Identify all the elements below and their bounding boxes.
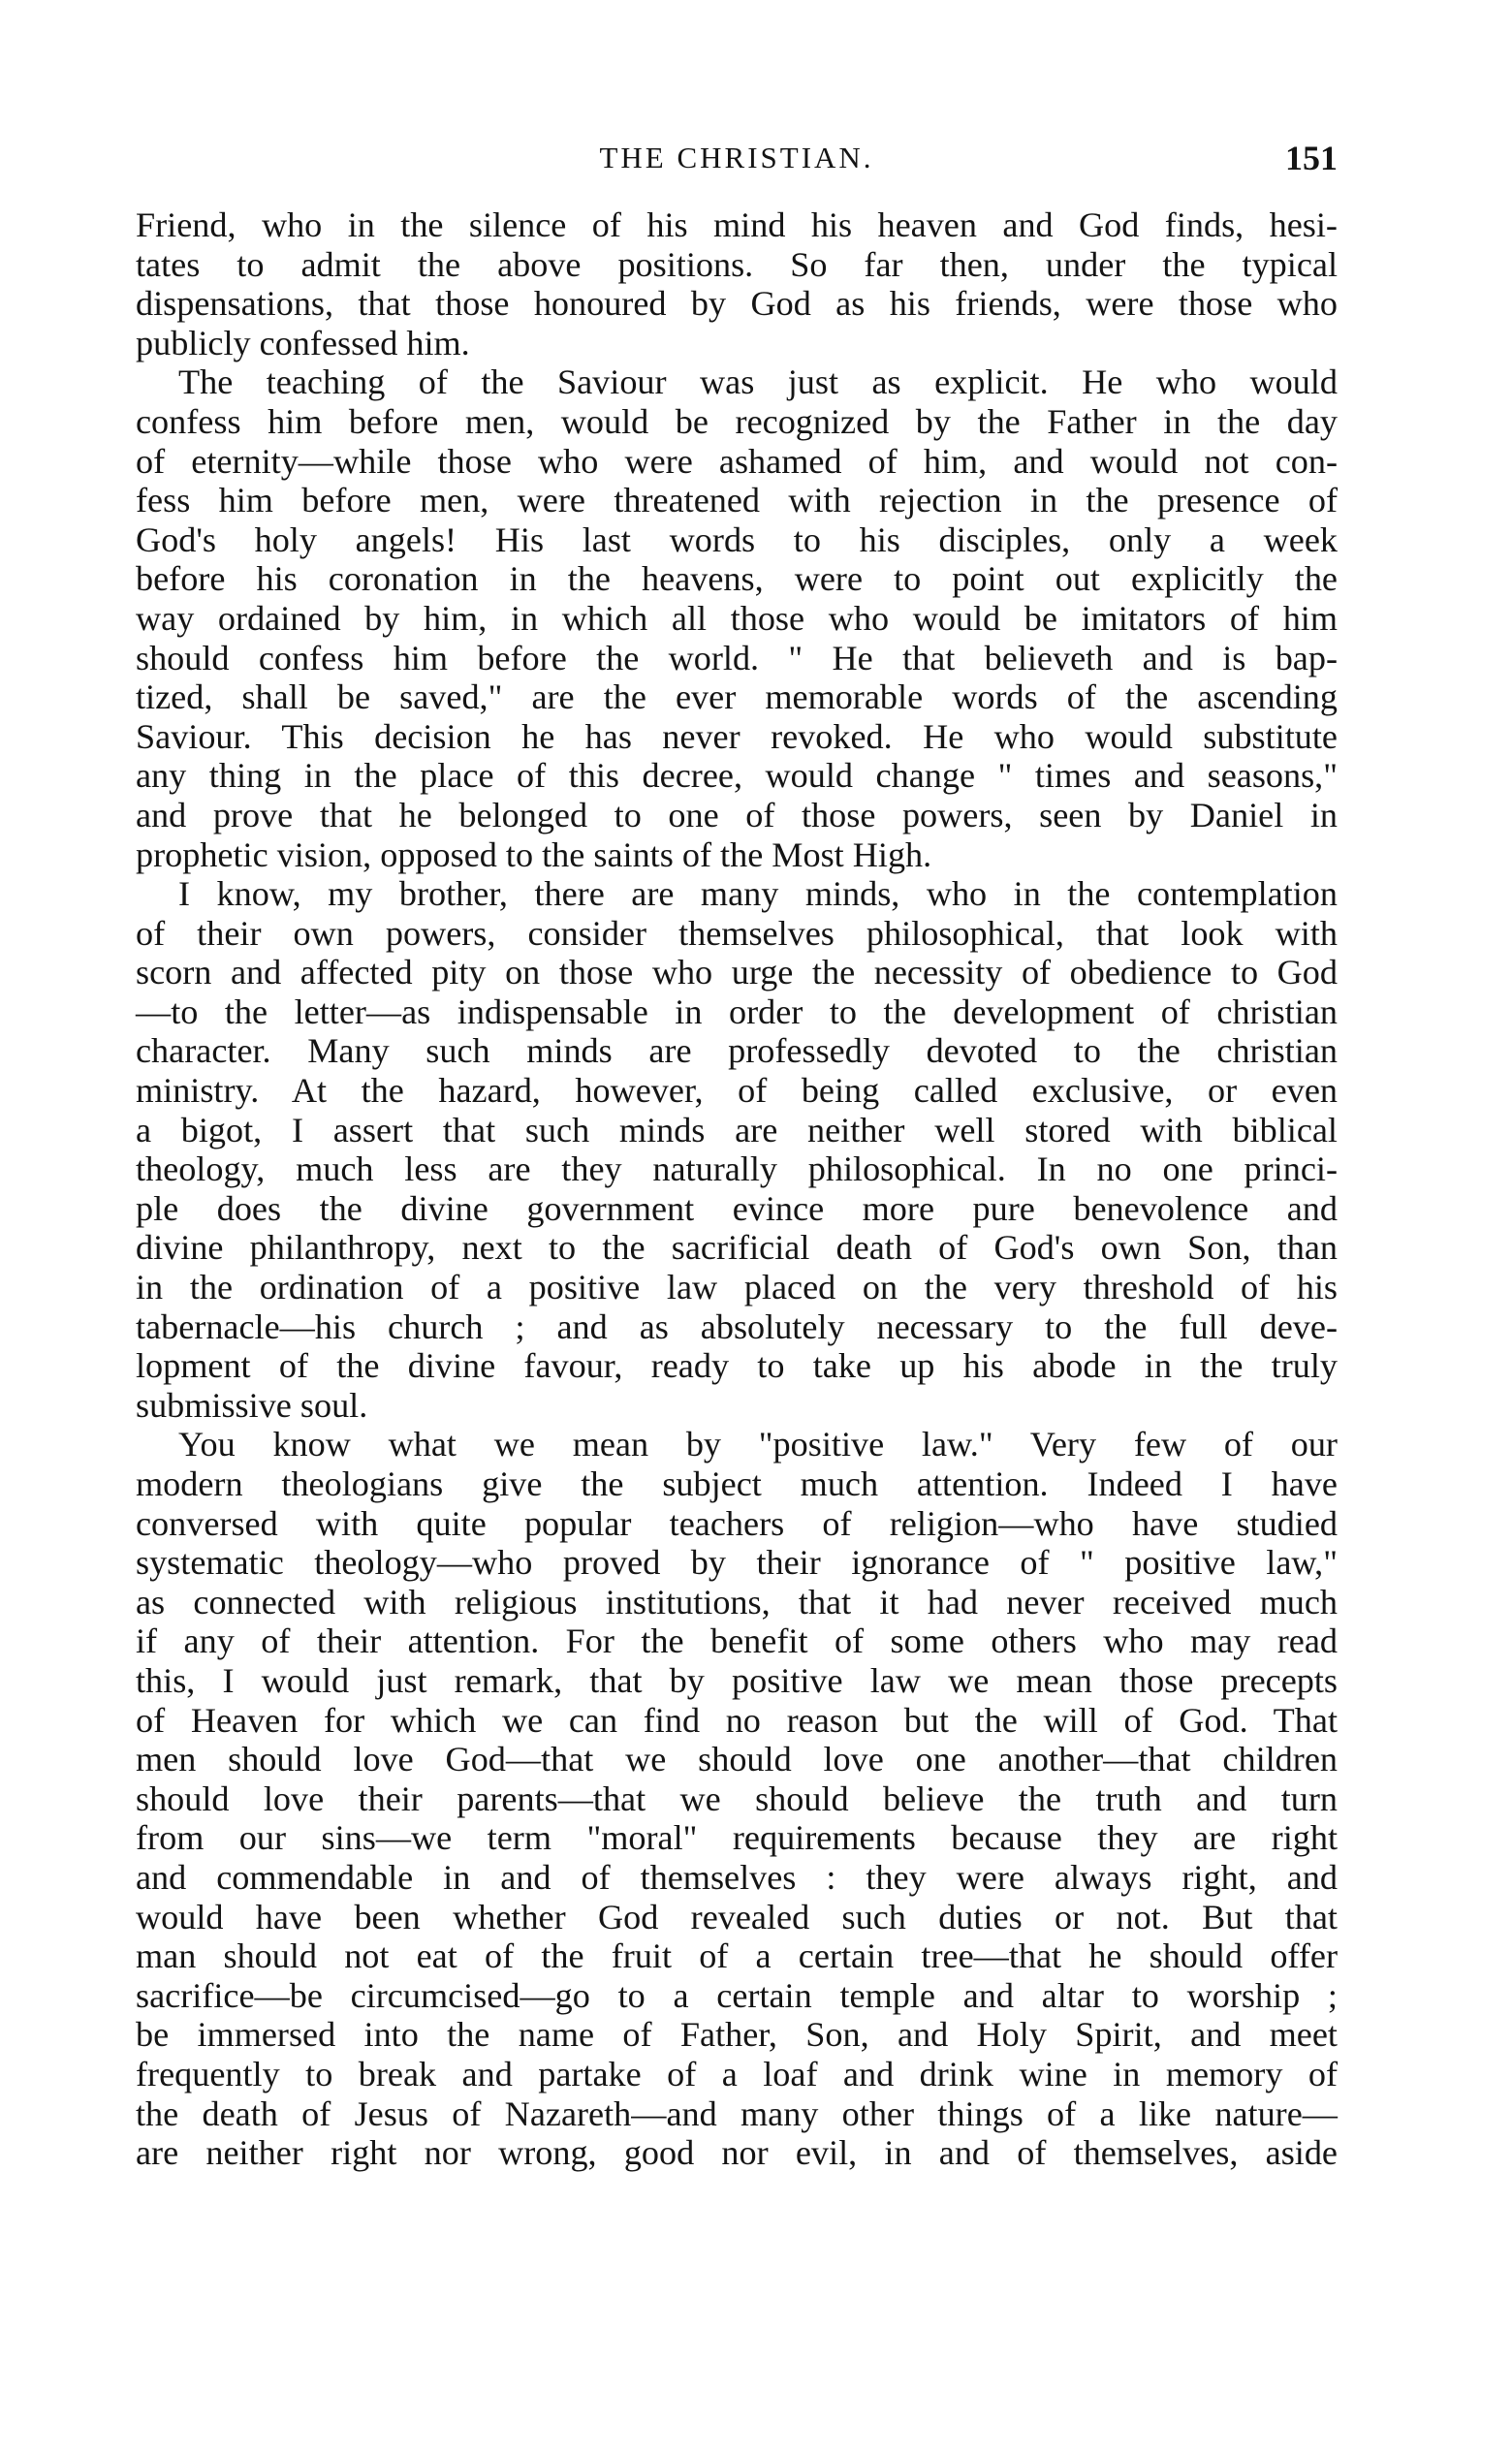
text-line: Saviour. This decision he has never revoked. He who would substitute — [136, 716, 1338, 756]
text-line: —to the letter—as indispensable in order to the development of christian — [136, 991, 1338, 1031]
text-line: ple does the divine government evince more pure benevolence and — [136, 1188, 1338, 1228]
running-title: THE CHRISTIAN. — [599, 141, 874, 174]
text-line: publicly confessed him. — [136, 323, 470, 362]
text-line: from our sins—we term "moral" requirements because they are right — [136, 1818, 1338, 1858]
text-line: God's holy angels! His last words to his disciples, only a week — [136, 519, 1338, 559]
text-line: should confess him before the world. " He that believeth and is bap- — [136, 638, 1338, 677]
text-line: of their own powers, consider themselves philosophical, that look with — [136, 913, 1338, 953]
text-line: prophetic vision, opposed to the saints of the Most High. — [136, 834, 932, 874]
text-line: and prove that he belonged to one of those powers, seen by Daniel in — [136, 795, 1338, 834]
text-line: tized, shall be saved," are the ever memorable words of the ascending — [136, 677, 1338, 717]
text-line: sacrifice—be circumcised—go to a certain temple and altar to worship ; — [136, 1975, 1338, 2015]
text-line: You know what we mean by "positive law." Very few of our — [178, 1425, 1338, 1464]
text-line: this, I would just remark, that by positive law we mean those precepts — [136, 1660, 1338, 1700]
text-line: conversed with quite popular teachers of religion—who have studied — [136, 1503, 1338, 1543]
text-line: as connected with religious institutions, that it had never received much — [136, 1582, 1338, 1621]
text-line: I know, my brother, there are many minds, who in the contemplation — [178, 874, 1338, 914]
text-line: frequently to break and partake of a loaf and drink wine in memory of — [136, 2054, 1338, 2093]
text-line: would have been whether God revealed such duties or not. But that — [136, 1897, 1338, 1936]
text-line: should love their parents—that we should believe the truth and turn — [136, 1778, 1338, 1818]
text-line: are neither right nor wrong, good nor evil, in and of themselves, aside — [136, 2133, 1338, 2173]
text-line: modern theologians give the subject much attention. Indeed I have — [136, 1464, 1338, 1503]
text-line: before his coronation in the heavens, were to point out explicitly the — [136, 559, 1338, 599]
text-line: ministry. At the hazard, however, of being called exclusive, or even — [136, 1071, 1338, 1111]
text-line: man should not eat of the fruit of a certain tree—that he should offer — [136, 1936, 1338, 1976]
text-line: the death of Jesus of Nazareth—and many other things of a like nature— — [136, 2093, 1338, 2133]
text-line: a bigot, I assert that such minds are neither well stored with biblical — [136, 1110, 1338, 1149]
text-line: confess him before men, would be recognized by the Father in the day — [136, 401, 1338, 441]
text-line: scorn and affected pity on those who urge the necessity of obedience to God — [136, 953, 1338, 992]
text-line: be immersed into the name of Father, Son, and Holy Spirit, and meet — [136, 2015, 1338, 2055]
text-line: character. Many such minds are professedly devoted to the christian — [136, 1031, 1338, 1071]
text-line: The teaching of the Saviour was just as explicit. He who would — [178, 362, 1338, 402]
text-line: if any of their attention. For the benefit of some others who may read — [136, 1621, 1338, 1661]
running-head — [136, 134, 1338, 182]
text-line: Friend, who in the silence of his mind his heaven and God finds, hesi- — [136, 205, 1338, 244]
text-line: systematic theology—who proved by their ignorance of " positive law," — [136, 1543, 1338, 1583]
page-number: 151 — [1285, 139, 1338, 177]
text-line: theology, much less are they naturally philosophical. In no one princi- — [136, 1149, 1338, 1189]
text-line: submissive soul. — [136, 1385, 368, 1425]
text-line: way ordained by him, in which all those who would be imitators of him — [136, 598, 1338, 638]
text-line: any thing in the place of this decree, would change " times and seasons," — [136, 756, 1338, 796]
text-line: and commendable in and of themselves : they were always right, and — [136, 1857, 1338, 1897]
text-line: of eternity—while those who were ashamed of him, and would not con- — [136, 441, 1338, 481]
text-line: tates to admit the above positions. So far then, under the typical — [136, 244, 1338, 284]
body-text — [136, 205, 1338, 2173]
text-line: dispensations, that those honoured by God as his friends, were those who — [136, 284, 1338, 324]
text-line: in the ordination of a positive law placed on the very threshold of his — [136, 1268, 1338, 1307]
text-line: fess him before men, were threatened with rejection in the presence of — [136, 481, 1338, 520]
text-line: divine philanthropy, next to the sacrificial death of God's own Son, than — [136, 1228, 1338, 1268]
text-line: lopment of the divine favour, ready to take up his abode in the truly — [136, 1346, 1338, 1386]
text-line: of Heaven for which we can find no reason but the will of God. That — [136, 1700, 1338, 1740]
text-line: tabernacle—his church ; and as absolutely necessary to the full deve- — [136, 1306, 1338, 1346]
text-line: men should love God—that we should love one another—that children — [136, 1740, 1338, 1779]
